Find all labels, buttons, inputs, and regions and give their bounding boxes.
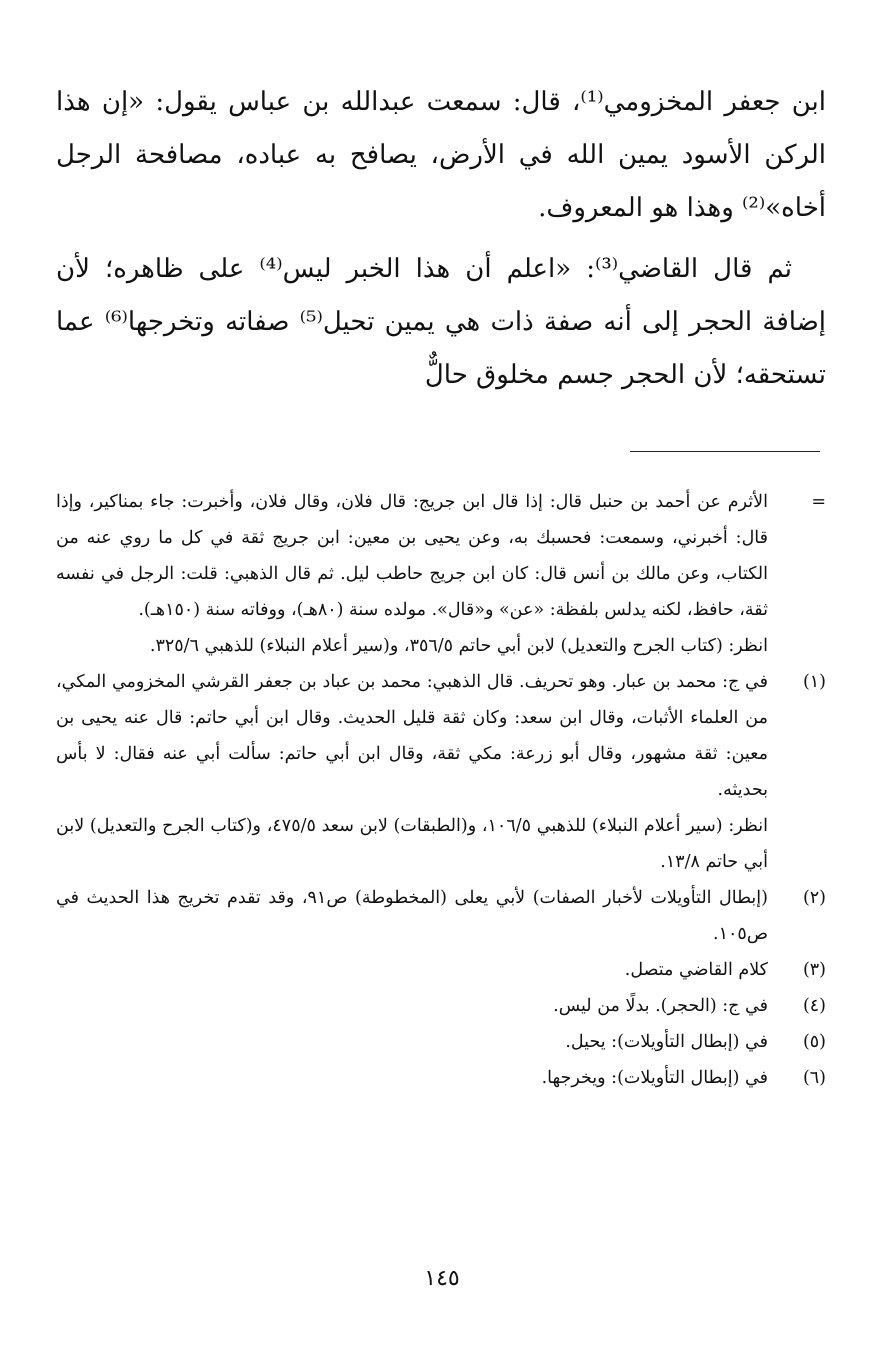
footnote-body — [56, 664, 768, 880]
footnote-paragraph: في (إبطال التأويلات): يحيل. — [565, 1032, 768, 1052]
footnote-4 — [56, 988, 826, 1024]
footnote-paragraph: في (إبطال التأويلات): ويخرجها. — [541, 1068, 768, 1088]
footnote-mark: (٤) — [802, 996, 826, 1016]
footnote-paragraph: انظر: (سير أعلام النبلاء) للذهبي ١٠٦/٥، و(الطبقات) لابن سعد ٤٧٥/٥، و(كتاب الجرح والتعديل) لابن أبي حاتم ١٣/٨. — [56, 816, 768, 872]
footnote-continued — [56, 484, 826, 664]
footnote-body — [56, 880, 768, 952]
footnote-paragraph: (إبطال التأويلات لأخبار الصفات) لأبي يعلى (المخطوطة) ص٩١، وقد تقدم تخريج هذا الحديث في ص١٠٥. — [56, 888, 768, 944]
footnote-body — [56, 952, 768, 988]
footnote-paragraph: في ج: (الحجر). بدلًا من ليس. — [553, 996, 768, 1016]
footnote-3 — [56, 952, 826, 988]
footnote-mark: (٥) — [802, 1032, 826, 1052]
footnote-mark: (٣) — [802, 960, 826, 980]
footnote-paragraph: الأثرم عن أحمد بن حنبل قال: إذا قال ابن جريج: قال فلان، وقال فلان، وأخبرت: جاء بمناكير، وإذا قال: أخبرني، وسمعت: فحسبك به، وعن يحيى بن معين: ابن جريج ثقة في كل ما روي عنه من الكتاب، وعن مالك بن أنس قال: كان ابن جريج حاطب ليل. ثم قال الذهبي: قلت: الرجل في نفسه ثقة، حافظ، لكنه يدلس بلفظة: «عن» و«قال». مولده سنة (٨٠هـ)، ووفاته سنة (١٥٠هـ). — [56, 492, 768, 620]
footnote-mark: = — [811, 492, 826, 512]
footnote-separator — [630, 451, 820, 452]
main-paragraph-2: ثم قال القاضي⁽³⁾: «اعلم أن هذا الخبر ليس⁽⁴⁾ على ظاهره؛ لأن إضافة الحجر إلى أنه صفة ذات هي يمين تحيل⁽⁵⁾ صفاته وتخرجها⁽⁶⁾ عما تستحقه؛ لأن الحجر جسم مخلوق حالٌّ — [56, 254, 826, 390]
footnote-paragraph: انظر: (كتاب الجرح والتعديل) لابن أبي حاتم ٣٥٦/٥، و(سير أعلام النبلاء) للذهبي ٣٢٥/٦. — [149, 636, 768, 656]
main-text — [56, 76, 826, 410]
footnote-mark: (٢) — [802, 888, 826, 908]
footnote-body — [56, 1024, 768, 1060]
footnote-2 — [56, 880, 826, 952]
footnote-5 — [56, 1024, 826, 1060]
footnote-1 — [56, 664, 826, 880]
footnotes — [56, 484, 826, 1096]
footnote-paragraph: كلام القاضي متصل. — [624, 960, 768, 980]
footnote-mark: (٦) — [802, 1068, 826, 1088]
footnote-body — [56, 484, 768, 664]
footnote-paragraph: في ج: محمد بن عبار. وهو تحريف. قال الذهبي: محمد بن عباد بن جعفر القرشي المخزومي المكي، من العلماء الأثبات، وقال ابن سعد: وكان ثقة قليل الحديث. وقال ابن أبي حاتم: قال عنه يحيى بن معين: ثقة مشهور، وقال أبو زرعة: مكي ثقة، وقال ابن أبي حاتم: سألت أبي عنه فقال: لا بأس بحديثه. — [56, 672, 768, 800]
footnote-6 — [56, 1060, 826, 1096]
page-number: ١٤٥ — [424, 1266, 460, 1291]
footnote-body — [56, 988, 768, 1024]
footnote-body — [56, 1060, 768, 1096]
main-paragraph-1: ابن جعفر المخزومي⁽¹⁾، قال: سمعت عبدالله بن عباس يقول: «إن هذا الركن الأسود يمين الله في الأرض، يصافح به عباده، مصافحة الرجل أخاه»⁽²⁾ وهذا هو المعروف. — [56, 87, 826, 223]
footnote-mark: (١) — [802, 672, 826, 692]
